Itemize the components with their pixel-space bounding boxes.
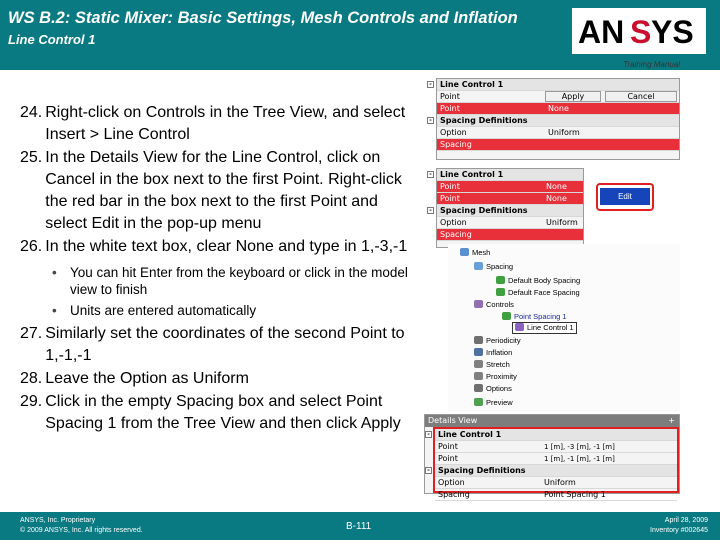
step-24: 24. Right-click on Controls in the Tree View, and select Insert > Line Control <box>20 104 406 143</box>
svg-text:YS: YS <box>651 14 694 49</box>
spacing-check-icon <box>496 276 505 284</box>
line-control-icon <box>515 323 524 331</box>
preview-icon <box>474 398 483 406</box>
stretch-icon <box>474 360 483 368</box>
step-27: 27. Similarly set the coordinates of the second Point to 1,-1,-1 <box>20 325 405 364</box>
point-row-2[interactable]: Point None <box>437 103 679 115</box>
svg-text:AN: AN <box>578 14 625 49</box>
apply-button[interactable]: Apply <box>545 91 601 102</box>
details-grid <box>427 427 679 499</box>
periodicity-icon <box>474 336 483 344</box>
header-bar <box>0 0 720 70</box>
step-26: 26. In the white text box, clear None and type in 1,-3,-1 <box>20 238 408 255</box>
details-panel-2 <box>429 168 584 248</box>
point-row-1[interactable]: Point 1 [m], -3 [m], -1 [m] <box>435 441 677 453</box>
proximity-icon <box>474 372 483 380</box>
ansys-logo <box>572 8 706 54</box>
spacing-definitions-header: - Spacing Definitions <box>435 465 677 477</box>
instructions <box>20 102 412 436</box>
line-control-header: - Line Control 1 <box>437 169 583 181</box>
spacing-row[interactable]: Spacing Point Spacing 1 <box>435 489 677 501</box>
details-panel-3 <box>424 414 680 499</box>
point-row-2[interactable]: Point 1 [m], -1 [m], -1 [m] <box>435 453 677 465</box>
bullet-1: • You can hit Enter from the keyboard or click in the model view to finish <box>52 265 408 297</box>
spacing-definitions-header: - Spacing Definitions <box>437 205 583 217</box>
details-panel-1 <box>429 78 680 160</box>
tree-item-spacing[interactable]: Spacing <box>474 262 513 272</box>
cancel-button[interactable]: Cancel <box>605 91 677 102</box>
tree-item-options[interactable]: Options <box>474 384 512 394</box>
page-title: WS B.2: Static Mixer: Basic Settings, Mesh Controls and Inflation <box>8 9 518 27</box>
tree-view <box>448 244 680 412</box>
options-icon <box>474 384 483 392</box>
line-control-header: - Line Control 1 <box>437 79 679 91</box>
pin-icon[interactable]: + <box>668 416 675 425</box>
point-row-1[interactable]: Point Apply Cancel <box>437 91 679 103</box>
step-25: 25. In the Details View for the Line Control, click on Cancel in the box next to the first Point. Right-click the red bar in the box next to the first Point and select Edit in the pop-up menu <box>20 149 402 232</box>
tree-item-mesh[interactable]: Mesh <box>460 248 490 258</box>
footer-left: ANSYS, Inc. Proprietary © 2009 ANSYS, Inc. All rights reserved. <box>20 517 143 534</box>
footer-right: April 28, 2009 Inventory #002645 <box>650 517 708 534</box>
point-row-1[interactable]: Point None <box>437 181 583 193</box>
spacing-check-icon <box>496 288 505 296</box>
point-row-2[interactable]: Point None <box>437 193 583 205</box>
step-28: 28. Leave the Option as Uniform <box>20 370 249 387</box>
spacing-icon <box>474 262 483 270</box>
training-manual-label: Training Manual <box>623 60 680 69</box>
option-row[interactable]: Option Uniform <box>437 217 583 229</box>
spacing-row[interactable]: Spacing <box>437 139 679 151</box>
line-control-header: - Line Control 1 <box>435 429 677 441</box>
tree-item-inflation[interactable]: Inflation <box>474 348 512 358</box>
tree-item-proximity[interactable]: Proximity <box>474 372 517 382</box>
page-subtitle: Line Control 1 <box>8 32 96 47</box>
option-row[interactable]: Option Uniform <box>437 127 679 139</box>
option-row[interactable]: Option Uniform <box>435 477 677 489</box>
spacing-check-icon <box>502 312 511 320</box>
tree-item-line-control-1[interactable]: Line Control 1 <box>512 322 577 334</box>
tree-item-default-body-spacing[interactable]: Default Body Spacing <box>496 276 580 286</box>
mesh-icon <box>460 248 469 256</box>
tree-item-stretch[interactable]: Stretch <box>474 360 510 370</box>
tree-item-preview[interactable]: Preview <box>474 398 513 408</box>
svg-text:S: S <box>630 14 652 49</box>
tree-item-periodicity[interactable]: Periodicity <box>474 336 521 346</box>
spacing-definitions-header: - Spacing Definitions <box>437 115 679 127</box>
details-view-titlebar: Details View + <box>425 415 679 427</box>
step-29: 29. Click in the empty Spacing box and select Point Spacing 1 from the Tree View and then click Apply <box>20 393 401 432</box>
tree-item-point-spacing-1[interactable]: Point Spacing 1 <box>502 312 567 322</box>
edit-menu-item[interactable]: Edit <box>600 188 650 205</box>
page-number: B-111 <box>346 521 372 532</box>
inflation-icon <box>474 348 483 356</box>
spacing-row[interactable]: Spacing <box>437 229 583 241</box>
tree-item-controls[interactable]: Controls <box>474 300 514 310</box>
bullet-2: • Units are entered automatically <box>52 303 257 318</box>
tree-item-default-face-spacing[interactable]: Default Face Spacing <box>496 288 580 298</box>
controls-icon <box>474 300 483 308</box>
footer-bar <box>0 512 720 540</box>
